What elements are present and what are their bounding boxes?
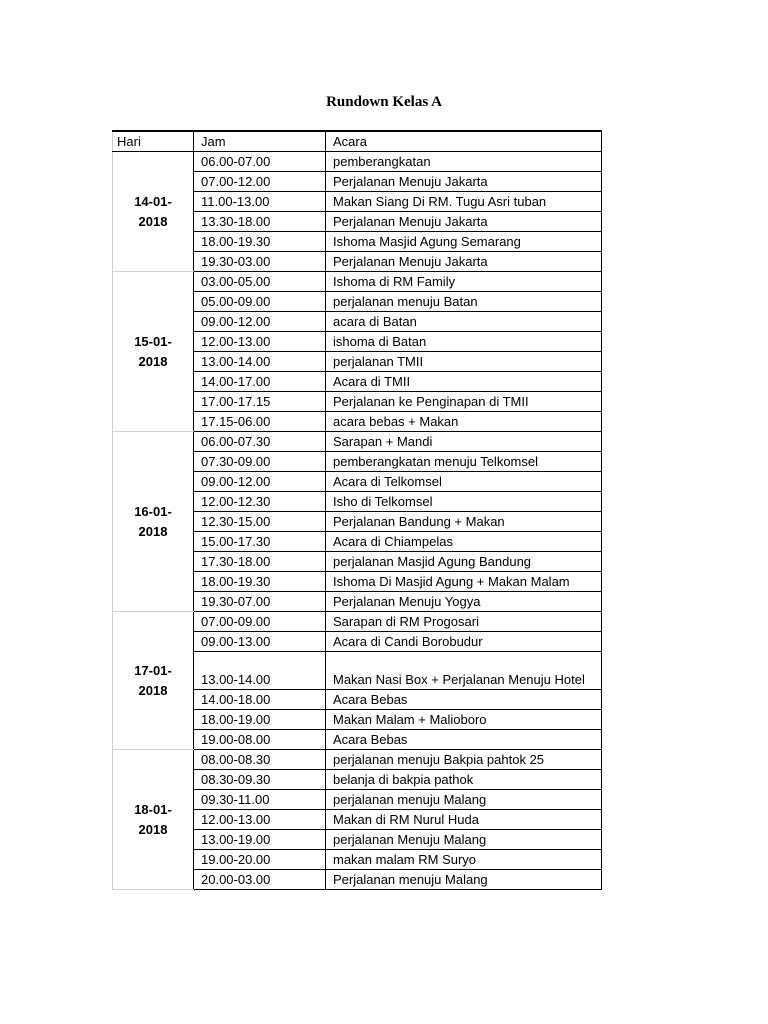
jam-cell: 14.00-17.00: [194, 372, 326, 392]
jam-cell: 18.00-19.00: [194, 710, 326, 730]
acara-cell: acara di Batan: [326, 312, 602, 332]
jam-cell: 12.30-15.00: [194, 512, 326, 532]
acara-cell: Perjalanan Bandung + Makan: [326, 512, 602, 532]
acara-cell: perjalanan Masjid Agung Bandung: [326, 552, 602, 572]
acara-cell: Perjalanan Menuju Jakarta: [326, 252, 602, 272]
acara-cell: Acara Bebas: [326, 690, 602, 710]
jam-cell: 15.00-17.30: [194, 532, 326, 552]
table-row: [113, 612, 602, 632]
jam-cell: 09.00-12.00: [194, 312, 326, 332]
jam-cell: 19.00-20.00: [194, 850, 326, 870]
jam-cell: 19.00-08.00: [194, 730, 326, 750]
jam-cell: 06.00-07.00: [194, 152, 326, 172]
acara-cell: Acara Bebas: [326, 730, 602, 750]
jam-cell: 13.00-14.00: [194, 352, 326, 372]
jam-cell: 07.30-09.00: [194, 452, 326, 472]
acara-cell: Perjalanan Menuju Yogya: [326, 592, 602, 612]
jam-cell: 05.00-09.00: [194, 292, 326, 312]
jam-cell: 08.30-09.30: [194, 770, 326, 790]
acara-cell: perjalanan menuju Batan: [326, 292, 602, 312]
acara-cell: pemberangkatan: [326, 152, 602, 172]
acara-cell: Perjalanan ke Penginapan di TMII: [326, 392, 602, 412]
acara-cell: perjalanan Menuju Malang: [326, 830, 602, 850]
jam-cell: 09.00-12.00: [194, 472, 326, 492]
jam-cell: 09.00-13.00: [194, 632, 326, 652]
day-cell: [113, 750, 194, 890]
acara-cell: Perjalanan Menuju Jakarta: [326, 172, 602, 192]
acara-cell: Perjalanan menuju Malang: [326, 870, 602, 890]
jam-cell: 07.00-09.00: [194, 612, 326, 632]
acara-cell: pemberangkatan menuju Telkomsel: [326, 452, 602, 472]
table-row: [113, 152, 602, 172]
jam-cell: 13.00-14.00: [194, 652, 326, 690]
acara-cell: belanja di bakpia pathok: [326, 770, 602, 790]
acara-cell: Ishoma Masjid Agung Semarang: [326, 232, 602, 252]
header-acara: Acara: [326, 131, 602, 152]
acara-cell: Makan di RM Nurul Huda: [326, 810, 602, 830]
acara-cell: Acara di TMII: [326, 372, 602, 392]
day-cell: [113, 612, 194, 750]
acara-cell: perjalanan menuju Bakpia pahtok 25: [326, 750, 602, 770]
jam-cell: 06.00-07.30: [194, 432, 326, 452]
day-label: 17-01-2018: [134, 662, 172, 698]
acara-cell: Acara di Chiampelas: [326, 532, 602, 552]
jam-cell: 12.00-13.00: [194, 332, 326, 352]
day-label: 15-01-2018: [134, 333, 172, 369]
jam-cell: 18.00-19.30: [194, 232, 326, 252]
acara-cell: Ishoma di RM Family: [326, 272, 602, 292]
jam-cell: 08.00-08.30: [194, 750, 326, 770]
acara-cell: Makan Nasi Box + Perjalanan Menuju Hotel: [326, 652, 602, 690]
day-label: 14-01-2018: [134, 193, 172, 229]
acara-cell: Sarapan di RM Progosari: [326, 612, 602, 632]
acara-cell: Makan Malam + Malioboro: [326, 710, 602, 730]
jam-cell: 03.00-05.00: [194, 272, 326, 292]
jam-cell: 11.00-13.00: [194, 192, 326, 212]
table-row: [113, 750, 602, 770]
jam-cell: 18.00-19.30: [194, 572, 326, 592]
acara-cell: ishoma di Batan: [326, 332, 602, 352]
jam-cell: 20.00-03.00: [194, 870, 326, 890]
acara-cell: acara bebas + Makan: [326, 412, 602, 432]
jam-cell: 12.00-13.00: [194, 810, 326, 830]
acara-cell: Isho di Telkomsel: [326, 492, 602, 512]
acara-cell: Ishoma Di Masjid Agung + Makan Malam: [326, 572, 602, 592]
day-cell: [113, 432, 194, 612]
acara-cell: Perjalanan Menuju Jakarta: [326, 212, 602, 232]
table-row: [113, 272, 602, 292]
acara-cell: Acara di Telkomsel: [326, 472, 602, 492]
jam-cell: 07.00-12.00: [194, 172, 326, 192]
jam-cell: 17.00-17.15: [194, 392, 326, 412]
acara-cell: makan malam RM Suryo: [326, 850, 602, 870]
day-cell: [113, 152, 194, 272]
acara-cell: perjalanan menuju Malang: [326, 790, 602, 810]
day-label: 18-01-2018: [134, 801, 172, 837]
jam-cell: 13.00-19.00: [194, 830, 326, 850]
header-jam: Jam: [194, 131, 326, 152]
acara-cell: Acara di Candi Borobudur: [326, 632, 602, 652]
jam-cell: 17.15-06.00: [194, 412, 326, 432]
jam-cell: 13.30-18.00: [194, 212, 326, 232]
acara-cell: Makan Siang Di RM. Tugu Asri tuban: [326, 192, 602, 212]
jam-cell: 17.30-18.00: [194, 552, 326, 572]
header-row: [113, 131, 602, 152]
jam-cell: 12.00-12.30: [194, 492, 326, 512]
page-title: Rundown Kelas A: [326, 94, 442, 110]
header-hari: Hari: [113, 131, 194, 152]
acara-cell: perjalanan TMII: [326, 352, 602, 372]
table-row: [113, 432, 602, 452]
jam-cell: 09.30-11.00: [194, 790, 326, 810]
jam-cell: 19.30-07.00: [194, 592, 326, 612]
jam-cell: 14.00-18.00: [194, 690, 326, 710]
acara-cell: Sarapan + Mandi: [326, 432, 602, 452]
day-label: 16-01-2018: [134, 503, 172, 539]
jam-cell: 19.30-03.00: [194, 252, 326, 272]
rundown-table: [112, 130, 602, 890]
day-cell: [113, 272, 194, 432]
